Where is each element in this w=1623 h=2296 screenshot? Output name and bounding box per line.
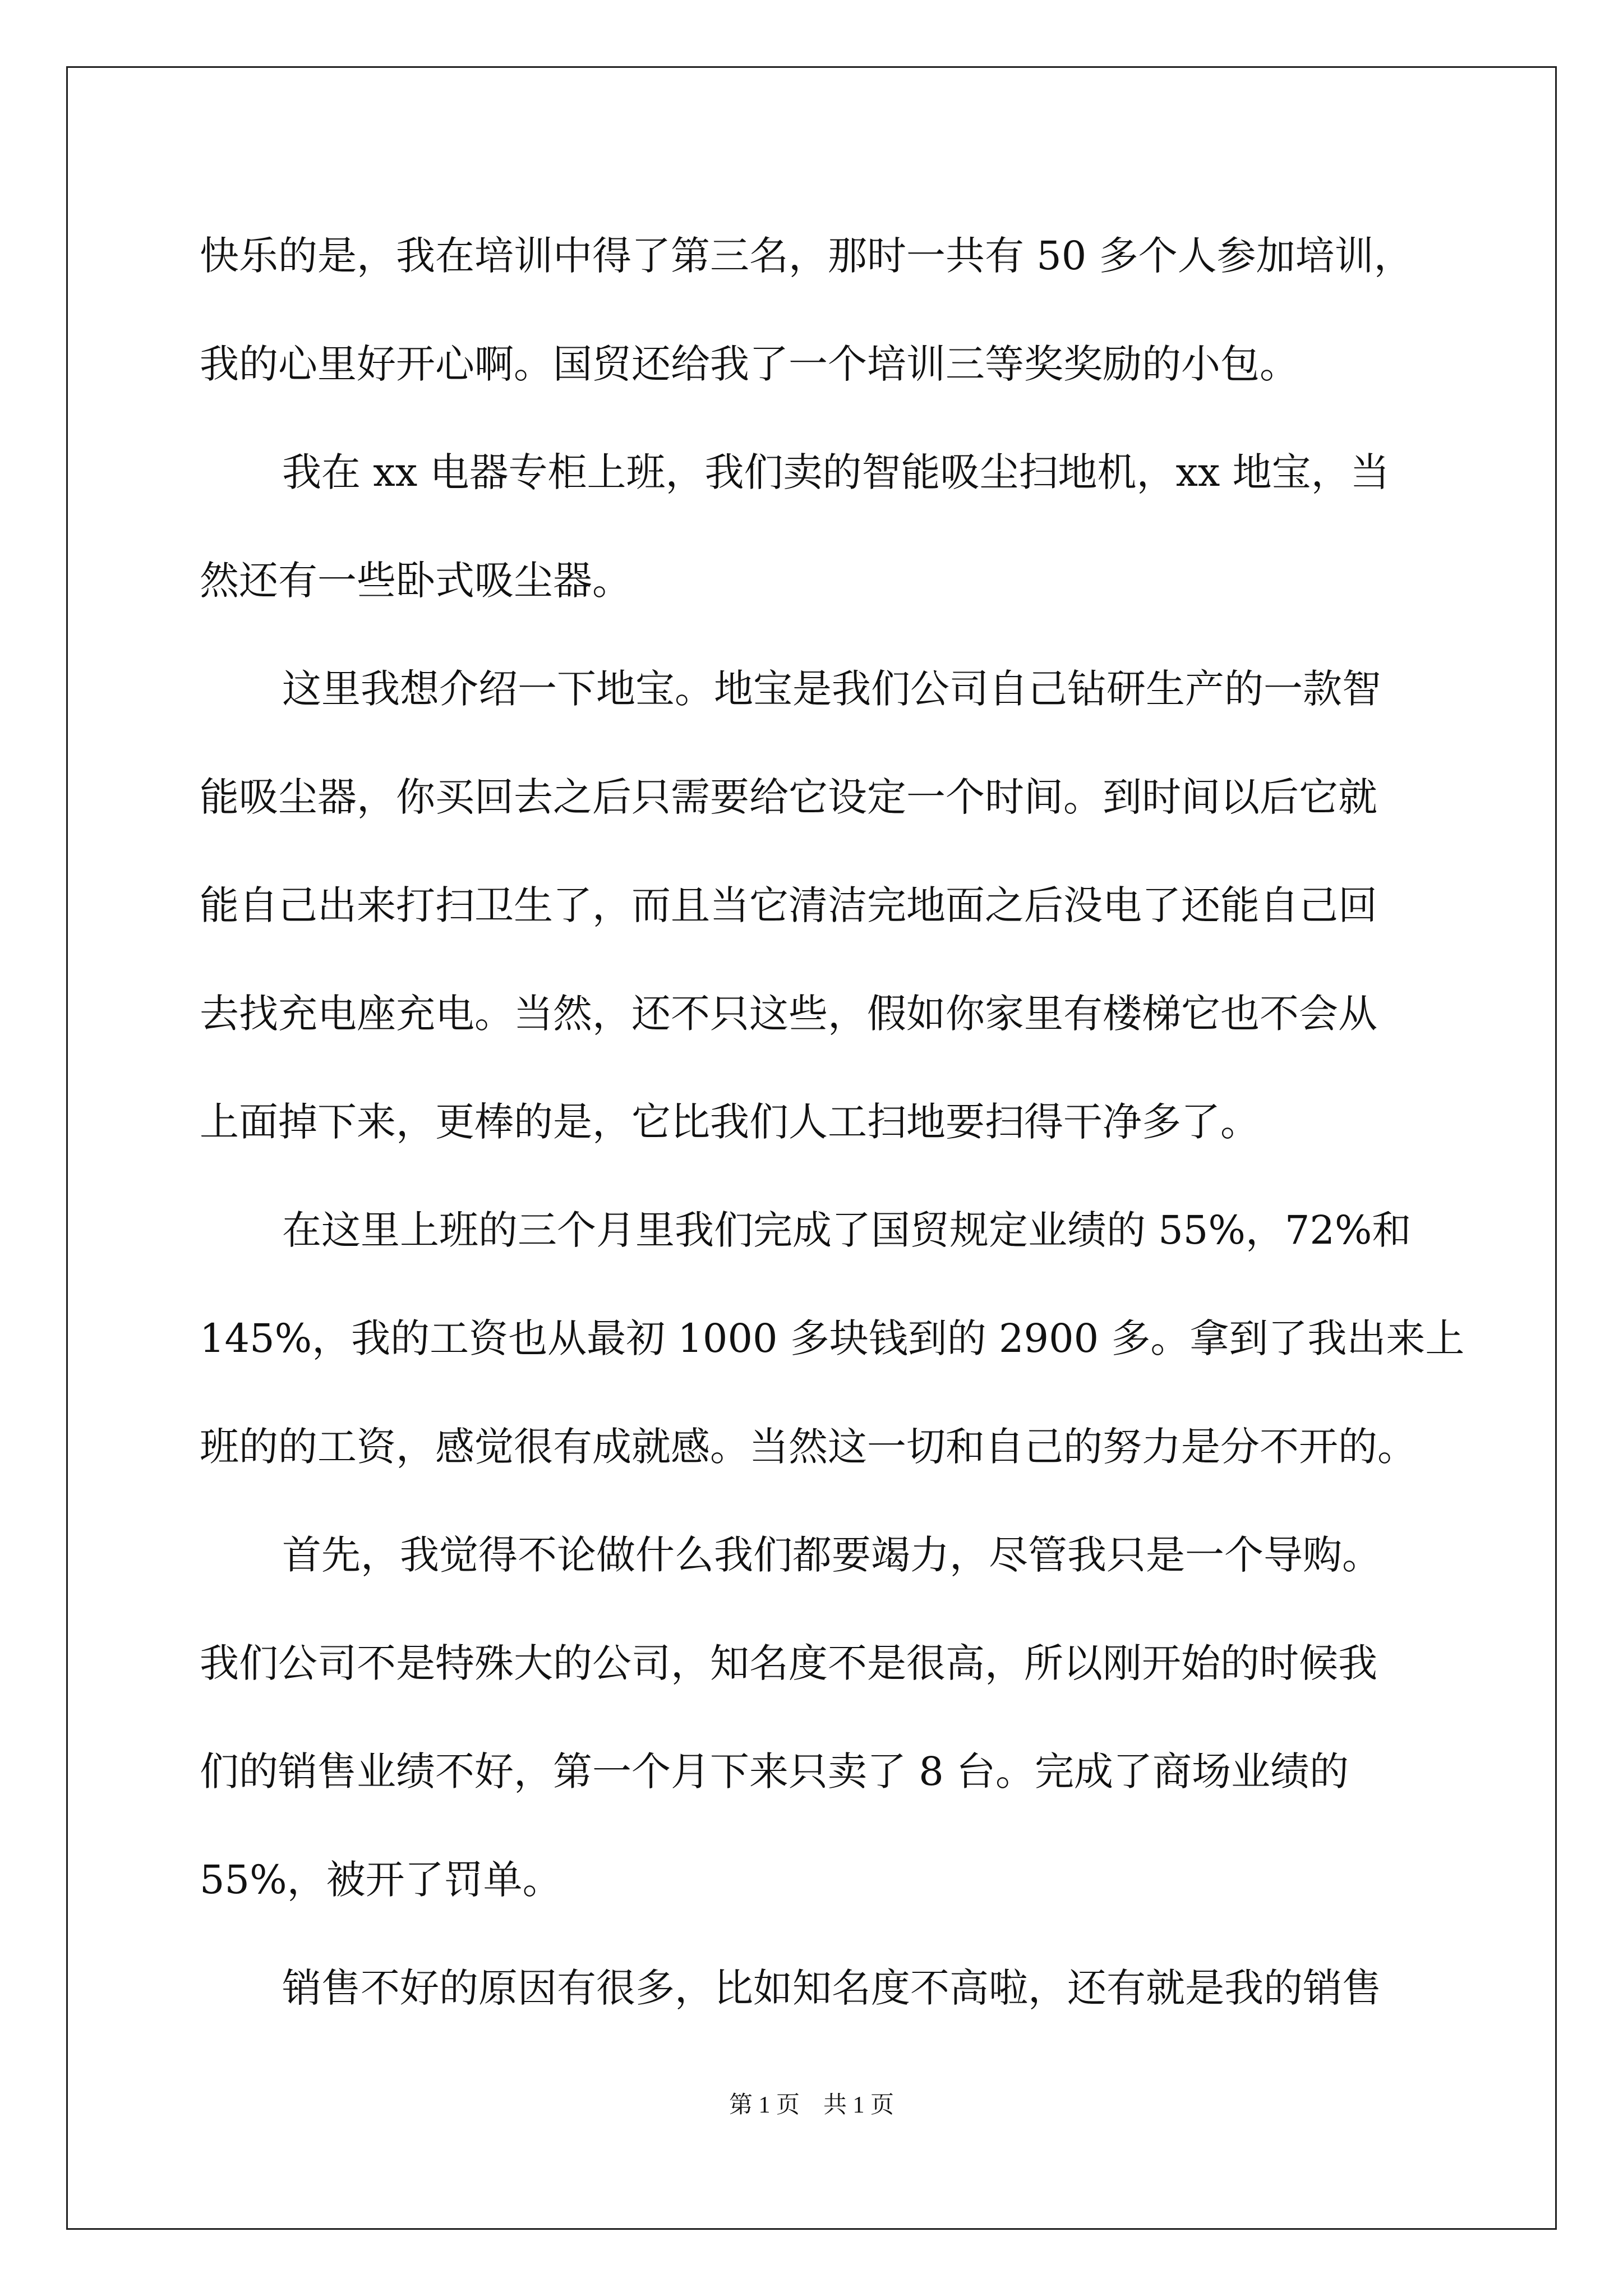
- paragraph-line: 145%，我的工资也从最初 1000 多块钱到的 2900 多。拿到了我出来上: [200, 1315, 1465, 1361]
- paragraph-line: 快乐的是，我在培训中得了第三名，那时一共有 50 多个人参加培训，: [200, 233, 1413, 279]
- paragraph-line: 去找充电座充电。当然，还不只这些，假如你家里有楼梯它也不会从: [200, 991, 1377, 1037]
- paragraph-line: 我的心里好开心啊。国贸还给我了一个培训三等奖奖励的小包。: [200, 341, 1299, 387]
- paragraph-line: 然还有一些卧式吸尘器。: [200, 558, 631, 604]
- paragraph-line: 能自己出来打扫卫生了，而且当它清洁完地面之后没电了还能自己回: [200, 882, 1377, 928]
- paragraph-line: 上面掉下来，更棒的是，它比我们人工扫地要扫得干净多了。: [200, 1099, 1260, 1145]
- paragraph-line: 我在 xx 电器专柜上班，我们卖的智能吸尘扫地机，xx 地宝，当: [282, 449, 1390, 495]
- paragraph-line: 在这里上班的三个月里我们完成了国贸规定业绩的 55%，72%和: [282, 1207, 1412, 1253]
- page-border: [66, 66, 1557, 2230]
- paragraph-line: 销售不好的原因有很多，比如知名度不高啦，还有就是我的销售: [282, 1965, 1381, 2011]
- page-number: 第 1 页 共 1 页: [728, 2092, 894, 2118]
- paragraph-line: 能吸尘器，你买回去之后只需要给它设定一个时间。到时间以后它就: [200, 774, 1377, 820]
- paragraph-line: 55%，被开了罚单。: [200, 1857, 562, 1903]
- paragraph-line: 班的的工资，感觉很有成就感。当然这一切和自己的努力是分不开的。: [200, 1424, 1417, 1470]
- paragraph-line: 们的销售业绩不好，第一个月下来只卖了 8 台。完成了商场业绩的: [200, 1749, 1349, 1795]
- paragraph-line: 这里我想介绍一下地宝。地宝是我们公司自己钻研生产的一款智: [282, 666, 1381, 712]
- paragraph-line: 首先，我觉得不论做什么我们都要竭力，尽管我只是一个导购。: [282, 1532, 1381, 1578]
- paragraph-line: 我们公司不是特殊大的公司，知名度不是很高，所以刚开始的时候我: [200, 1640, 1377, 1686]
